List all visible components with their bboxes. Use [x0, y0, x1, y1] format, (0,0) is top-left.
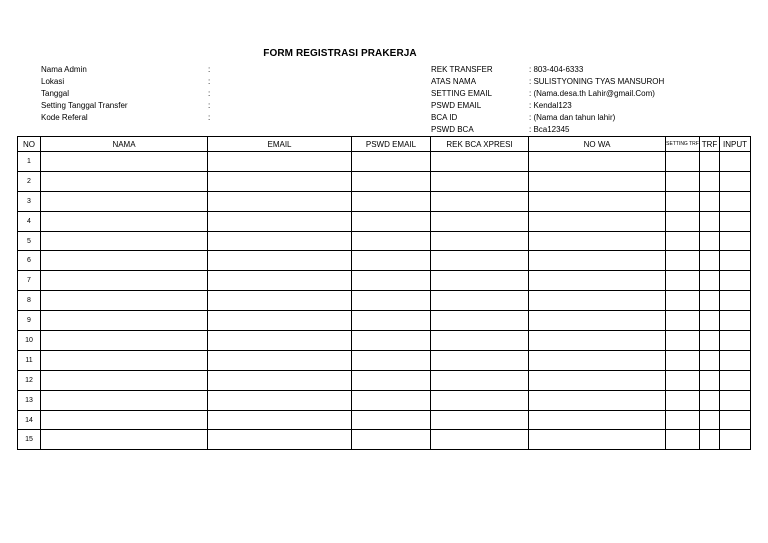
info-value: : SULISTYONING TYAS MANSUROH — [529, 77, 665, 86]
row-number-cell: 14 — [18, 410, 41, 430]
nama-cell[interactable] — [41, 211, 208, 231]
input-cell[interactable] — [720, 350, 751, 370]
nama-cell[interactable] — [41, 271, 208, 291]
setting-trf-cell[interactable] — [666, 390, 700, 410]
row-number-cell: 4 — [18, 211, 41, 231]
table-row — [18, 331, 751, 351]
rek-bca-xpresi-cell[interactable] — [431, 191, 529, 211]
pswd-email-cell[interactable] — [352, 390, 431, 410]
email-cell[interactable] — [208, 390, 352, 410]
trf-cell[interactable] — [700, 410, 720, 430]
setting-trf-cell[interactable] — [666, 191, 700, 211]
info-separator: : — [208, 77, 211, 86]
setting-trf-cell[interactable] — [666, 410, 700, 430]
setting-trf-cell[interactable] — [666, 152, 700, 172]
info-label: Tanggal — [41, 89, 70, 98]
info-left-block — [41, 64, 210, 124]
info-row-setting-email — [431, 88, 664, 100]
info-row-pswd-bca — [431, 124, 664, 136]
row-number-cell: 7 — [18, 271, 41, 291]
table-row — [18, 152, 751, 172]
header-no-wa: NO WA — [529, 137, 666, 152]
row-number-cell: 2 — [18, 171, 41, 191]
nama-cell[interactable] — [41, 350, 208, 370]
info-label: BCA ID — [431, 113, 458, 122]
table-row — [18, 390, 751, 410]
email-cell[interactable] — [208, 350, 352, 370]
no-wa-cell[interactable] — [529, 350, 666, 370]
no-wa-cell[interactable] — [529, 430, 666, 450]
info-row-tanggal — [41, 88, 210, 100]
info-row-rek-transfer — [431, 64, 664, 76]
rek-bca-xpresi-cell[interactable] — [431, 231, 529, 251]
nama-cell[interactable] — [41, 231, 208, 251]
input-cell[interactable] — [720, 171, 751, 191]
trf-cell[interactable] — [700, 370, 720, 390]
info-label: Setting Tanggal Transfer — [41, 101, 128, 110]
input-cell[interactable] — [720, 430, 751, 450]
table-header-row — [18, 137, 751, 152]
nama-cell[interactable] — [41, 171, 208, 191]
pswd-email-cell[interactable] — [352, 331, 431, 351]
input-cell[interactable] — [720, 191, 751, 211]
setting-trf-cell[interactable] — [666, 370, 700, 390]
pswd-email-cell[interactable] — [352, 370, 431, 390]
header-email: EMAIL — [208, 137, 352, 152]
input-cell[interactable] — [720, 271, 751, 291]
trf-cell[interactable] — [700, 271, 720, 291]
trf-cell[interactable] — [700, 231, 720, 251]
info-value: : (Nama.desa.th Lahir@gmail.Com) — [529, 89, 655, 98]
info-label: REK TRANSFER — [431, 65, 493, 74]
setting-trf-cell[interactable] — [666, 231, 700, 251]
table-row — [18, 311, 751, 331]
rek-bca-xpresi-cell[interactable] — [431, 350, 529, 370]
nama-cell[interactable] — [41, 331, 208, 351]
setting-trf-cell[interactable] — [666, 271, 700, 291]
email-cell[interactable] — [208, 311, 352, 331]
no-wa-cell[interactable] — [529, 271, 666, 291]
no-wa-cell[interactable] — [529, 211, 666, 231]
info-label: SETTING EMAIL — [431, 89, 492, 98]
trf-cell[interactable] — [700, 152, 720, 172]
nama-cell[interactable] — [41, 291, 208, 311]
input-cell[interactable] — [720, 211, 751, 231]
row-number-cell: 12 — [18, 370, 41, 390]
setting-trf-cell[interactable] — [666, 331, 700, 351]
info-row-lokasi — [41, 76, 210, 88]
info-right-block — [431, 64, 664, 136]
pswd-email-cell[interactable] — [352, 271, 431, 291]
info-value: : 803-404-6333 — [529, 65, 584, 74]
header-input: INPUT — [720, 137, 751, 152]
pswd-email-cell[interactable] — [352, 171, 431, 191]
email-cell[interactable] — [208, 291, 352, 311]
info-label: Lokasi — [41, 77, 65, 86]
row-number-cell: 9 — [18, 311, 41, 331]
trf-cell[interactable] — [700, 171, 720, 191]
email-cell[interactable] — [208, 191, 352, 211]
setting-trf-cell[interactable] — [666, 350, 700, 370]
no-wa-cell[interactable] — [529, 370, 666, 390]
row-number-cell: 15 — [18, 430, 41, 450]
rek-bca-xpresi-cell[interactable] — [431, 410, 529, 430]
info-separator: : — [208, 113, 211, 122]
header-no: NO — [18, 137, 41, 152]
no-wa-cell[interactable] — [529, 171, 666, 191]
table-row — [18, 211, 751, 231]
no-wa-cell[interactable] — [529, 231, 666, 251]
pswd-email-cell[interactable] — [352, 291, 431, 311]
nama-cell[interactable] — [41, 251, 208, 271]
no-wa-cell[interactable] — [529, 191, 666, 211]
no-wa-cell[interactable] — [529, 291, 666, 311]
nama-cell[interactable] — [41, 311, 208, 331]
pswd-email-cell[interactable] — [352, 430, 431, 450]
input-cell[interactable] — [720, 231, 751, 251]
rek-bca-xpresi-cell[interactable] — [431, 251, 529, 271]
nama-cell[interactable] — [41, 152, 208, 172]
trf-cell[interactable] — [700, 390, 720, 410]
pswd-email-cell[interactable] — [352, 410, 431, 430]
pswd-email-cell[interactable] — [352, 152, 431, 172]
table-body — [18, 152, 751, 450]
no-wa-cell[interactable] — [529, 410, 666, 430]
email-cell[interactable] — [208, 331, 352, 351]
rek-bca-xpresi-cell[interactable] — [431, 291, 529, 311]
info-separator: : — [208, 101, 211, 110]
nama-cell[interactable] — [41, 410, 208, 430]
trf-cell[interactable] — [700, 191, 720, 211]
input-cell[interactable] — [720, 331, 751, 351]
rek-bca-xpresi-cell[interactable] — [431, 271, 529, 291]
trf-cell[interactable] — [700, 311, 720, 331]
pswd-email-cell[interactable] — [352, 231, 431, 251]
info-label: PSWD BCA — [431, 125, 474, 134]
table-row — [18, 191, 751, 211]
info-label: Nama Admin — [41, 65, 87, 74]
rek-bca-xpresi-cell[interactable] — [431, 171, 529, 191]
input-cell[interactable] — [720, 311, 751, 331]
trf-cell[interactable] — [700, 291, 720, 311]
info-row-nama-admin — [41, 64, 210, 76]
info-label: Kode Referal — [41, 113, 88, 122]
input-cell[interactable] — [720, 370, 751, 390]
trf-cell[interactable] — [700, 430, 720, 450]
info-label: ATAS NAMA — [431, 77, 477, 86]
info-separator: : — [208, 65, 211, 74]
header-pswd-email: PSWD EMAIL — [352, 137, 431, 152]
form-title: FORM REGISTRASI PRAKERJA — [263, 48, 417, 59]
setting-trf-cell[interactable] — [666, 171, 700, 191]
info-row-pswd-email — [431, 100, 664, 112]
header-setting-trf: SETTING TRF — [666, 137, 700, 152]
input-cell[interactable] — [720, 152, 751, 172]
row-number-cell: 5 — [18, 231, 41, 251]
rek-bca-xpresi-cell[interactable] — [431, 430, 529, 450]
info-value: : (Nama dan tahun lahir) — [529, 113, 616, 122]
nama-cell[interactable] — [41, 390, 208, 410]
email-cell[interactable] — [208, 410, 352, 430]
email-cell[interactable] — [208, 430, 352, 450]
pswd-email-cell[interactable] — [352, 211, 431, 231]
pswd-email-cell[interactable] — [352, 311, 431, 331]
email-cell[interactable] — [208, 231, 352, 251]
no-wa-cell[interactable] — [529, 251, 666, 271]
table-row — [18, 171, 751, 191]
table-row — [18, 251, 751, 271]
pswd-email-cell[interactable] — [352, 191, 431, 211]
rek-bca-xpresi-cell[interactable] — [431, 211, 529, 231]
row-number-cell: 1 — [18, 152, 41, 172]
table-row — [18, 430, 751, 450]
row-number-cell: 13 — [18, 390, 41, 410]
email-cell[interactable] — [208, 152, 352, 172]
rek-bca-xpresi-cell[interactable] — [431, 370, 529, 390]
rek-bca-xpresi-cell[interactable] — [431, 390, 529, 410]
email-cell[interactable] — [208, 271, 352, 291]
info-row-atas-nama — [431, 76, 664, 88]
info-row-setting-tanggal-transfer — [41, 100, 210, 112]
info-value: : Kendal123 — [529, 101, 572, 110]
row-number-cell: 8 — [18, 291, 41, 311]
header-nama: NAMA — [41, 137, 208, 152]
setting-trf-cell[interactable] — [666, 430, 700, 450]
row-number-cell: 10 — [18, 331, 41, 351]
info-label: PSWD EMAIL — [431, 101, 482, 110]
rek-bca-xpresi-cell[interactable] — [431, 331, 529, 351]
no-wa-cell[interactable] — [529, 152, 666, 172]
registration-table — [17, 136, 751, 450]
info-row-kode-referal — [41, 112, 210, 124]
table-row — [18, 350, 751, 370]
rek-bca-xpresi-cell[interactable] — [431, 152, 529, 172]
header-trf: TRF — [700, 137, 720, 152]
info-value: : Bca12345 — [529, 125, 570, 134]
setting-trf-cell[interactable] — [666, 291, 700, 311]
setting-trf-cell[interactable] — [666, 211, 700, 231]
no-wa-cell[interactable] — [529, 390, 666, 410]
trf-cell[interactable] — [700, 350, 720, 370]
table-row — [18, 370, 751, 390]
nama-cell[interactable] — [41, 430, 208, 450]
pswd-email-cell[interactable] — [352, 350, 431, 370]
header-rek-bca-xpresi: REK BCA XPRESI — [431, 137, 529, 152]
nama-cell[interactable] — [41, 191, 208, 211]
trf-cell[interactable] — [700, 251, 720, 271]
setting-trf-cell[interactable] — [666, 251, 700, 271]
setting-trf-cell[interactable] — [666, 311, 700, 331]
email-cell[interactable] — [208, 211, 352, 231]
nama-cell[interactable] — [41, 370, 208, 390]
row-number-cell: 6 — [18, 251, 41, 271]
row-number-cell: 11 — [18, 350, 41, 370]
trf-cell[interactable] — [700, 211, 720, 231]
rek-bca-xpresi-cell[interactable] — [431, 311, 529, 331]
trf-cell[interactable] — [700, 331, 720, 351]
no-wa-cell[interactable] — [529, 331, 666, 351]
table-row — [18, 271, 751, 291]
input-cell[interactable] — [720, 390, 751, 410]
pswd-email-cell[interactable] — [352, 251, 431, 271]
email-cell[interactable] — [208, 251, 352, 271]
no-wa-cell[interactable] — [529, 311, 666, 331]
info-separator: : — [208, 89, 211, 98]
info-row-bca-id — [431, 112, 664, 124]
table-row — [18, 291, 751, 311]
input-cell[interactable] — [720, 251, 751, 271]
email-cell[interactable] — [208, 370, 352, 390]
table-row — [18, 231, 751, 251]
email-cell[interactable] — [208, 171, 352, 191]
row-number-cell: 3 — [18, 191, 41, 211]
input-cell[interactable] — [720, 410, 751, 430]
table-row — [18, 410, 751, 430]
input-cell[interactable] — [720, 291, 751, 311]
